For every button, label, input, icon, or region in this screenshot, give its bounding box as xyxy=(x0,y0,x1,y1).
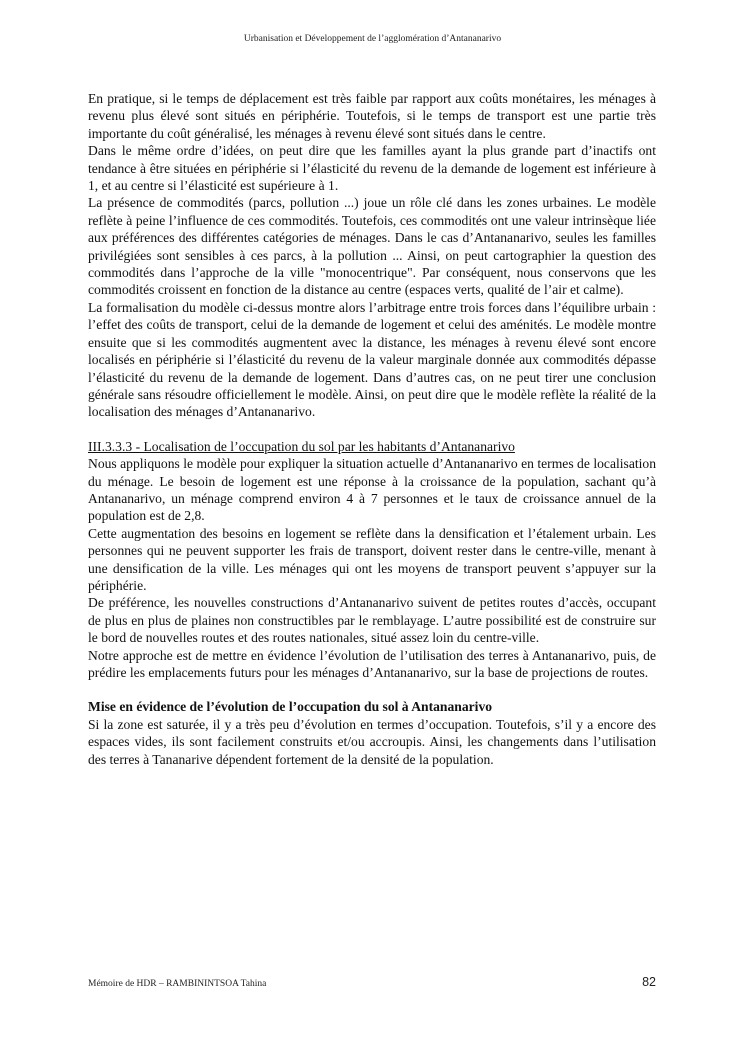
paragraph: Si la zone est saturée, il y a très peu d’évolution en termes d’occupation. Toutefois, s’il y a encore des espaces vides, ils sont facilement construits et/ou accroupis. Ainsi, les changements dans l’utilisation des terres à Tananarive dépendent fortement de la densité de la population. xyxy=(88,716,656,767)
spacer xyxy=(88,421,656,438)
paragraph: En pratique, si le temps de déplacement est très faible par rapport aux coûts monétaires, les ménages à revenu plus élevé sont situés en périphérie. Toutefois, si le temps de transport est une partie très importante du coût généralisé, les ménages à revenu élevé sont situés dans le centre. xyxy=(88,91,656,141)
paragraph: Nous appliquons le modèle pour expliquer la situation actuelle d’Antananarivo en termes de localisation du ménage. Le besoin de logement est une réponse à la croissance de la population, sachant qu’à Antananarivo, un ménage comprend environ 4 à 7 personnes et le taux de croissance annuel de la population est de 2,8. xyxy=(88,456,656,524)
paragraph: La présence de commodités (parcs, pollution ...) joue un rôle clé dans les zones urbaines. Le modèle reflète à peine l’influence de ces commodités. Toutefois, ces commodités ont une valeur intrinsèque liée aux préférences des différentes catégories de ménages. Dans le cas d’Antananarivo, seules les familles privilégiées sont sensibles à ces parcs, à la pollution ... Ainsi, on peut cartographier la question des commodités dans l’approche de la ville "monocentrique". Par conséquent, nous conservons que les commodités croissent en fonction de la distance au centre (espaces verts, qualité de l’air et calme). xyxy=(88,195,656,298)
paragraph: La formalisation du modèle ci-dessus montre alors l’arbitrage entre trois forces dans l’équilibre urbain : l’effet des coûts de transport, celui de la demande de logement et celui des aménités. Le modèle montre ensuite que si les commodités augmentent avec la distance, les ménages à revenu élevé sont encore localisés en périphérie si l’élasticité du revenu de la valeur marginale donnée aux commodités dépasse l’élasticité du revenu de la demande de logement. Dans d’autres cas, on ne peut tirer une conclusion générale sans résoudre officiellement le modèle. Ainsi, on peut dire que le modèle reflète la réalité de la localisation des ménages d’Antananarivo. xyxy=(88,299,656,420)
page-content xyxy=(88,90,656,768)
running-header: Urbanisation et Développement de l’agglomération d’Antananarivo xyxy=(243,34,502,44)
section-title: III.3.3.3 - Localisation de l’occupation du sol par les habitants d’Antananarivo xyxy=(88,438,515,454)
bold-heading: Mise en évidence de l’évolution de l’occupation du sol à Antananarivo xyxy=(88,699,493,715)
page-number: 82 xyxy=(642,975,656,989)
footer-author: Mémoire de HDR – RAMBININTSOA Tahina xyxy=(88,979,267,989)
paragraph: Dans le même ordre d’idées, on peut dire que les familles ayant la plus grande part d’inactifs ont tendance à être situées en périphérie si l’élasticité du revenu de la demande de logement est inférieure à 1, et au centre si l’élasticité est supérieure à 1. xyxy=(88,143,656,194)
paragraph: Notre approche est de mettre en évidence l’évolution de l’utilisation des terres à Antananarivo, puis, de prédire les emplacements futurs pour les ménages d’Antananarivo, sur la base de projections de routes. xyxy=(88,647,656,680)
paragraph: Cette augmentation des besoins en logement se reflète dans la densification et l’étalement urbain. Les personnes qui ne peuvent supporter les frais de transport, doivent rester dans le centre-ville, menant à une densification de la ville. Les ménages qui ont les moyens de transport peuvent s’appuyer sur la périphérie. xyxy=(88,525,656,593)
spacer xyxy=(88,681,656,698)
paragraph: De préférence, les nouvelles constructions d’Antananarivo suivent de petites routes d’accès, occupant de plus en plus de plaines non constructibles par le remblayage. L’autre possibilité est de construire sur le bord de nouvelles routes et des routes nationales, situé assez loin du centre-ville. xyxy=(88,595,656,646)
